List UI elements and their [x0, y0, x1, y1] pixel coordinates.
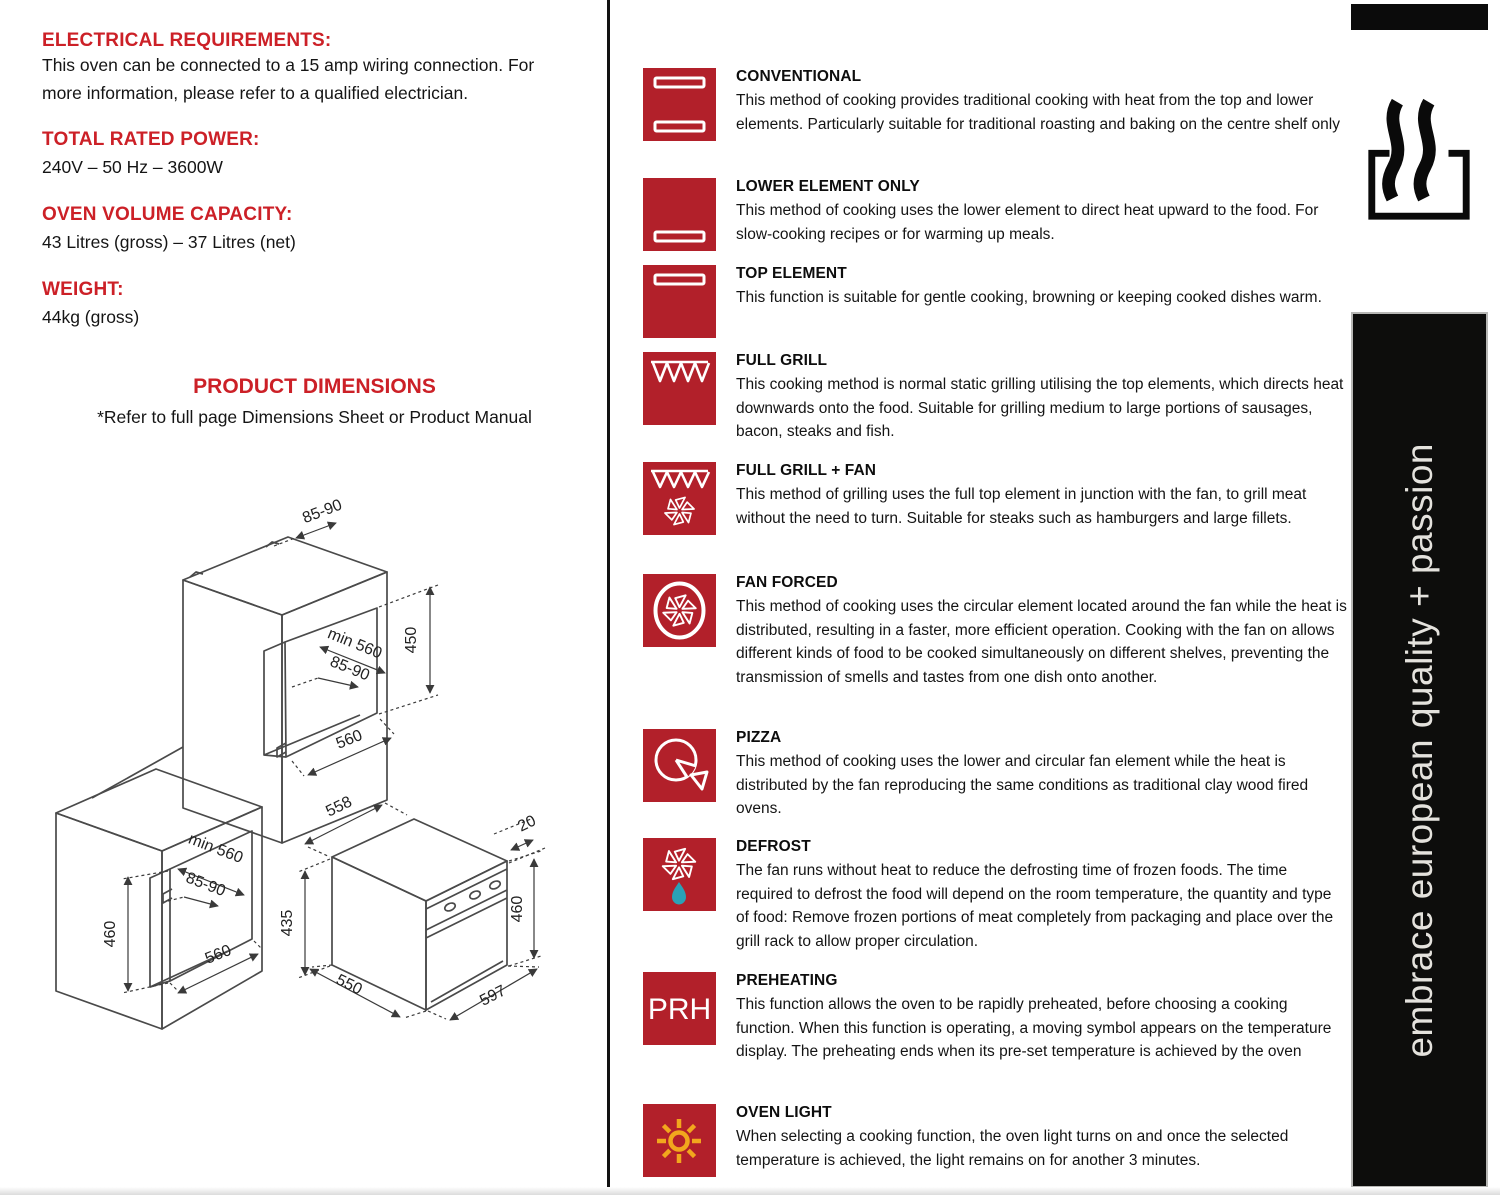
- function-name: PREHEATING: [736, 972, 838, 989]
- weight-value: 44kg (gross): [42, 306, 140, 327]
- cooking-function-row-preheating: [643, 972, 1348, 1064]
- function-description: This method of grilling uses the full top element in junction with the fan, to grill meat without the need to turn. Suitable for steaks such as hamburgers and large fillets.: [736, 486, 1307, 527]
- function-description: This function is suitable for gentle cooking, browning or keeping cooked dishes warm.: [736, 289, 1322, 306]
- brand-flame-dish-logo-icon: [1360, 95, 1478, 245]
- dim-oven-width: 597: [477, 982, 509, 1010]
- cooking-function-row-full-grill: [643, 352, 1348, 444]
- oven-light-icon: [643, 1104, 716, 1177]
- cooking-function-row-defrost: [643, 838, 1348, 953]
- function-name: LOWER ELEMENT ONLY: [736, 178, 920, 195]
- installation-dimensions-diagram: [42, 497, 562, 1067]
- cooking-function-row-full-grill-fan: [643, 462, 1348, 535]
- function-description: The fan runs without heat to reduce the defrosting time of frozen foods. The time required to defrost the food will depend on the room temperature, the quantity and type of food: Remove frozen portions of meat completely from packaging and place over the grill rack to allow proper circulation.: [736, 862, 1334, 950]
- dim-upper-min-depth: min 560: [325, 625, 385, 663]
- function-name: FAN FORCED: [736, 574, 838, 591]
- dim-oven-height-right: 460: [509, 895, 526, 923]
- preheating-icon: [643, 972, 716, 1045]
- oven-volume-value: 43 Litres (gross) – 37 Litres (net): [42, 231, 296, 252]
- cooking-function-row-pizza: [643, 729, 1348, 821]
- product-dimensions-note: *Refer to full page Dimensions Sheet or Product Manual: [97, 407, 532, 428]
- top-element-icon: [643, 265, 716, 338]
- function-name: DEFROST: [736, 838, 811, 855]
- specifications-column: [42, 30, 587, 428]
- dim-lower-min-depth: min 560: [185, 830, 246, 867]
- function-description: This function allows the oven to be rapidly preheated, before choosing a cooking function. When this function is operating, a moving symbol appears on the temperature display. The preheating ends when its pre-set temperature is achieved by the oven: [736, 996, 1332, 1061]
- defrost-icon: [643, 838, 716, 911]
- dim-upper-height: 450: [403, 626, 420, 654]
- cooking-function-row-lower-element: [643, 178, 1348, 251]
- cooking-function-row-fan-forced: [643, 574, 1348, 689]
- electrical-requirements-section: [42, 30, 587, 107]
- full-grill-fan-icon: [643, 462, 716, 535]
- lower-element-icon: [643, 178, 716, 251]
- function-description: This method of cooking uses the lower and circular fan element while the heat is distributed by the fan reproducing the same conditions as traditional clay wood fired ovens.: [736, 753, 1309, 818]
- cooking-functions-list: [608, 0, 1348, 1195]
- function-name: OVEN LIGHT: [736, 1104, 832, 1121]
- function-name: FULL GRILL + FAN: [736, 462, 877, 479]
- dim-oven-height-left: 435: [279, 909, 296, 937]
- dim-oven-rear-gap: 20: [515, 812, 539, 836]
- electrical-requirements-heading: ELECTRICAL REQUIREMENTS:: [42, 30, 332, 51]
- cooking-function-row-top-element: [643, 265, 1348, 338]
- weight-section: [42, 279, 587, 332]
- total-rated-power-section: [42, 129, 587, 182]
- function-description: This method of cooking uses the circular element located around the fan while the heat is distributed, resulting in a faster, more efficient operation. Cooking with the fan on allows different kinds of food to be cooked simultaneously on different shelves, preventing the transmission of smells and tastes from one dish onto another.: [736, 598, 1347, 686]
- function-description: When selecting a cooking function, the oven light turns on and once the selected temperature is achieved, the light remains on for another 3 minutes.: [736, 1128, 1289, 1169]
- dim-upper-gap: 85-90: [327, 653, 372, 685]
- function-name: TOP ELEMENT: [736, 265, 847, 282]
- function-description: This cooking method is normal static grilling utilising the top elements, which directs heat downwards onto the food. Suitable for grilling medium to large portions of sausages, bacon, steaks and fish.: [736, 376, 1344, 441]
- cooking-function-row-oven-light: [643, 1104, 1348, 1177]
- product-dimensions-title: PRODUCT DIMENSIONS: [193, 375, 436, 399]
- function-description: This method of cooking uses the lower element to direct heat upward to the food. For slow-cooking recipes or for warming up meals.: [736, 202, 1319, 243]
- dim-lower-width: 560: [202, 941, 234, 968]
- oven-volume-heading: OVEN VOLUME CAPACITY:: [42, 203, 293, 225]
- top-black-banner: [1351, 4, 1488, 30]
- dim-lower-gap: 85-90: [183, 869, 228, 901]
- brand-tagline: embrace european quality + passion: [1398, 442, 1440, 1058]
- bench-cabinet-dimensions: [102, 831, 262, 993]
- function-name: PIZZA: [736, 729, 782, 746]
- total-rated-power-value: 240V – 50 Hz – 3600W: [42, 157, 223, 178]
- weight-heading: WEIGHT:: [42, 278, 124, 300]
- function-name: FULL GRILL: [736, 352, 828, 369]
- fan-forced-icon: [643, 574, 716, 647]
- dim-upper-width: 560: [333, 726, 365, 753]
- dim-lower-height: 460: [102, 920, 119, 948]
- page-edge-shadow: [0, 1187, 1500, 1195]
- function-description: This method of cooking provides traditional cooking with heat from the top and lower elements. Particularly suitable for traditional roasting and baking on the centre shelf only: [736, 92, 1340, 133]
- total-rated-power-heading: TOTAL RATED POWER:: [42, 129, 260, 151]
- bench-cabinet-drawing: [56, 769, 262, 1029]
- dim-oven-depth-top: 558: [323, 793, 355, 821]
- cooking-function-row-conventional: [643, 68, 1348, 141]
- electrical-requirements-text: This oven can be connected to a 15 amp wiring connection. For more information, please refer to a qualified electrician.: [42, 55, 535, 103]
- dim-oven-depth-bottom: 550: [333, 971, 365, 999]
- svg-text:PRH: PRH: [647, 993, 712, 1026]
- dim-upper-top-gap: 85-90: [300, 497, 345, 528]
- oven-volume-section: [42, 204, 587, 257]
- conventional-icon: [643, 68, 716, 141]
- tagline-sidebar: [1351, 312, 1488, 1188]
- pizza-icon: [643, 729, 716, 802]
- function-name: CONVENTIONAL: [736, 68, 862, 85]
- full-grill-icon: [643, 352, 716, 425]
